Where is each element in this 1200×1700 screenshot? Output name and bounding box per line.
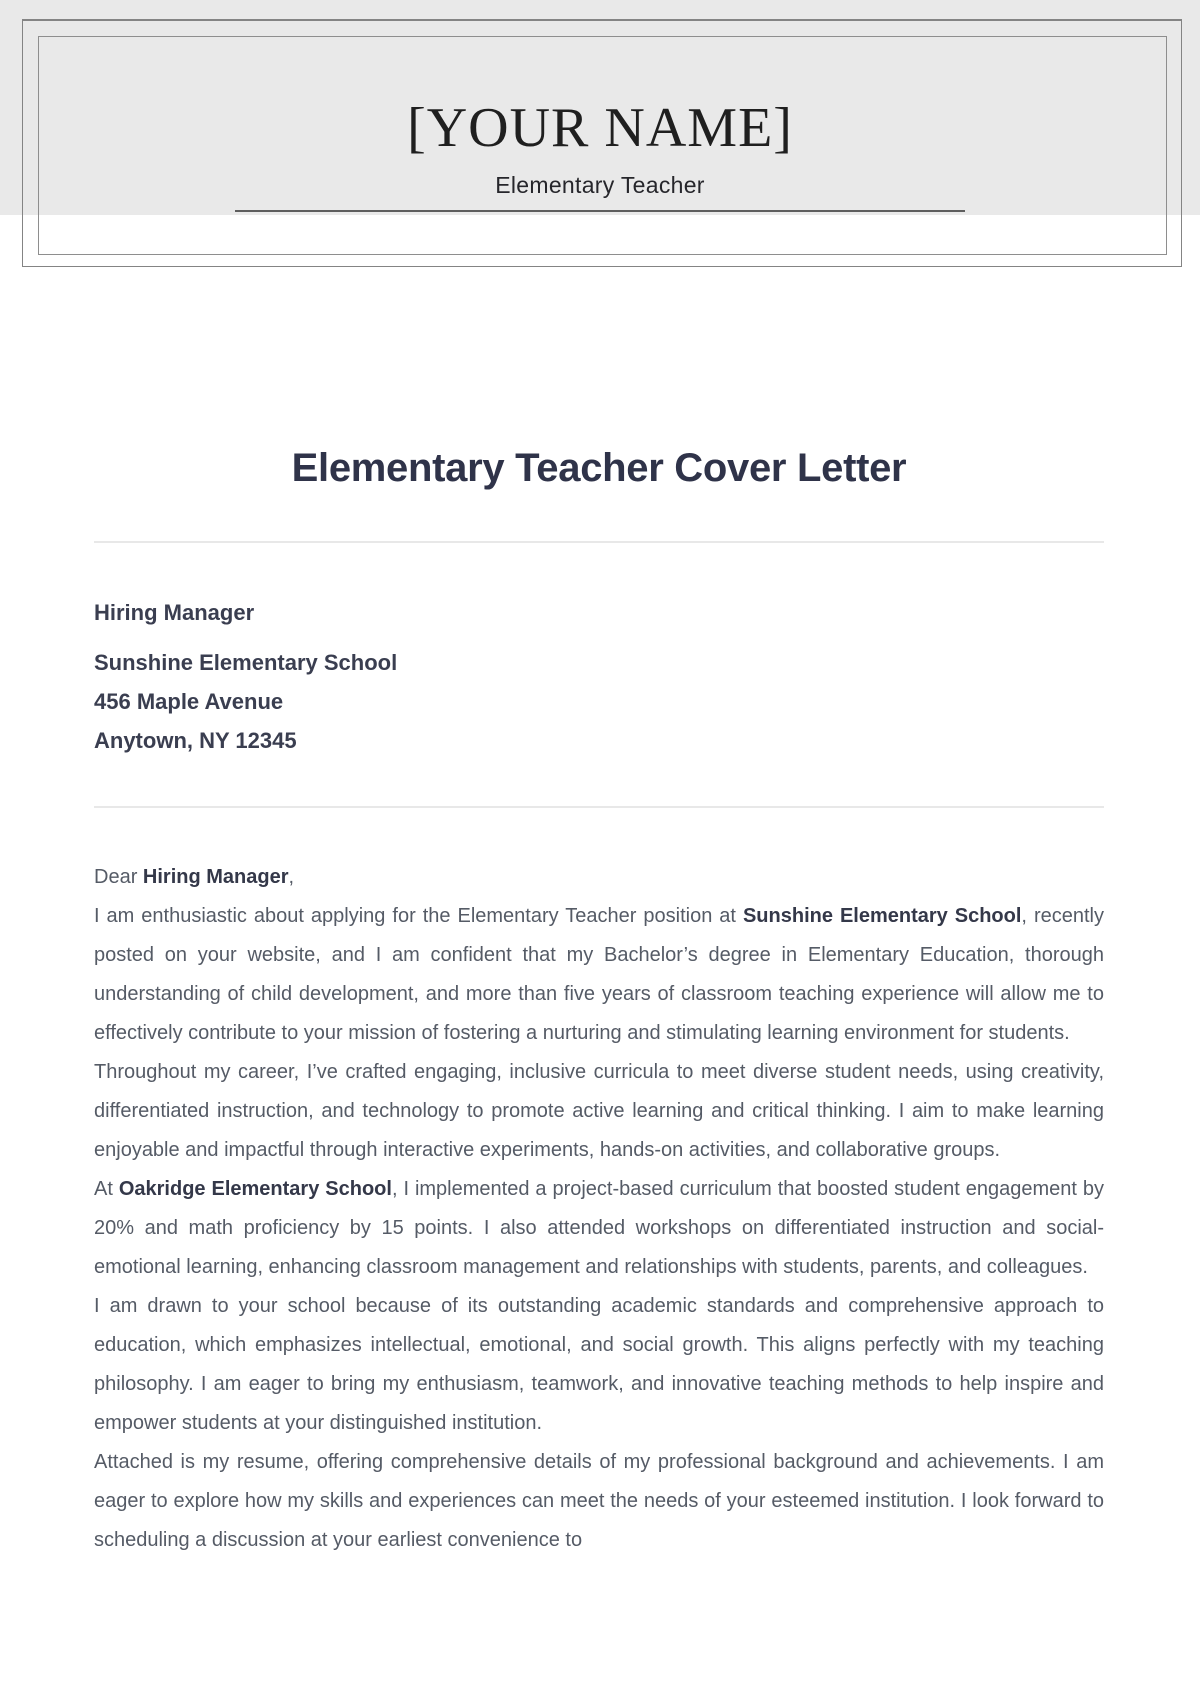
letter-body — [94, 858, 1104, 1560]
recipient-address — [94, 643, 1104, 760]
recipient-address-line: Sunshine Elementary School — [94, 650, 398, 675]
letter-text-bold: Oakridge Elementary School — [118, 1178, 392, 1200]
recipient-address-line: 456 Maple Avenue — [94, 689, 284, 714]
divider-bottom — [94, 806, 1104, 808]
letter-text: Dear — [94, 866, 143, 888]
letter-text-bold: Sunshine Elementary School — [742, 905, 1022, 927]
letter-paragraph — [94, 1443, 1104, 1560]
document-content — [94, 0, 1104, 1700]
letterhead-name: [YOUR NAME] — [407, 97, 793, 159]
letter-text: , I implemented a project-based curriculum that boosted student engagement by 20% and math proficiency by 15 points. I also attended workshops on differentiated instruction and social-emotional learning, enhancing classroom management and relationships with students, parents, and colleagues. — [94, 1178, 1104, 1278]
letter-text: I am drawn to your school because of its outstanding academic standards and comprehensive approach to education, which emphasizes intellectual, emotional, and social growth. This aligns perfectly with my teaching philosophy. I am eager to bring my enthusiasm, teamwork, and innovative teaching methods to help inspire and empower students at your distinguished institution. — [94, 1295, 1104, 1434]
letter-paragraph — [94, 1053, 1104, 1170]
letter-paragraph — [94, 1287, 1104, 1443]
recipient-block — [94, 598, 1104, 760]
divider-top — [94, 541, 1104, 543]
letterhead-role: Elementary Teacher — [495, 172, 705, 198]
recipient-address-line: Anytown, NY 12345 — [94, 728, 297, 753]
letter-text-bold: Hiring Manager — [142, 866, 289, 888]
letter-text: Attached is my resume, offering comprehensive details of my professional background and achievements. I am eager to explore how my skills and experiences can meet the needs of your esteemed institution. I look forward to scheduling a discussion at your earliest convenience to — [94, 1451, 1104, 1551]
page-title: Elementary Teacher Cover Letter — [291, 446, 907, 490]
letter-text: , recently posted on your website, and I am confident that my Bachelor’s degree in Elementary Education, thorough understanding of child development, and more than five years of classroom teaching experience will allow me to effectively contribute to your mission of fostering a nurturing and stimulating learning environment for students. — [94, 905, 1104, 1044]
letter-paragraph — [94, 1170, 1104, 1287]
letter-paragraph — [94, 858, 1104, 897]
letter-text: I am enthusiastic about applying for the Elementary Teacher position at — [94, 905, 743, 927]
letter-text: At — [94, 1178, 119, 1200]
letter-paragraph — [94, 897, 1104, 1053]
recipient-label: Hiring Manager — [94, 600, 255, 625]
letter-text: Throughout my career, I’ve crafted engaging, inclusive curricula to meet diverse student needs, using creativity, differentiated instruction, and technology to promote active learning and critical thinking. I aim to make learning enjoyable and impactful through interactive experiments, hands-on activities, and collaborative groups. — [94, 1061, 1104, 1161]
letter-text: , — [288, 866, 295, 888]
